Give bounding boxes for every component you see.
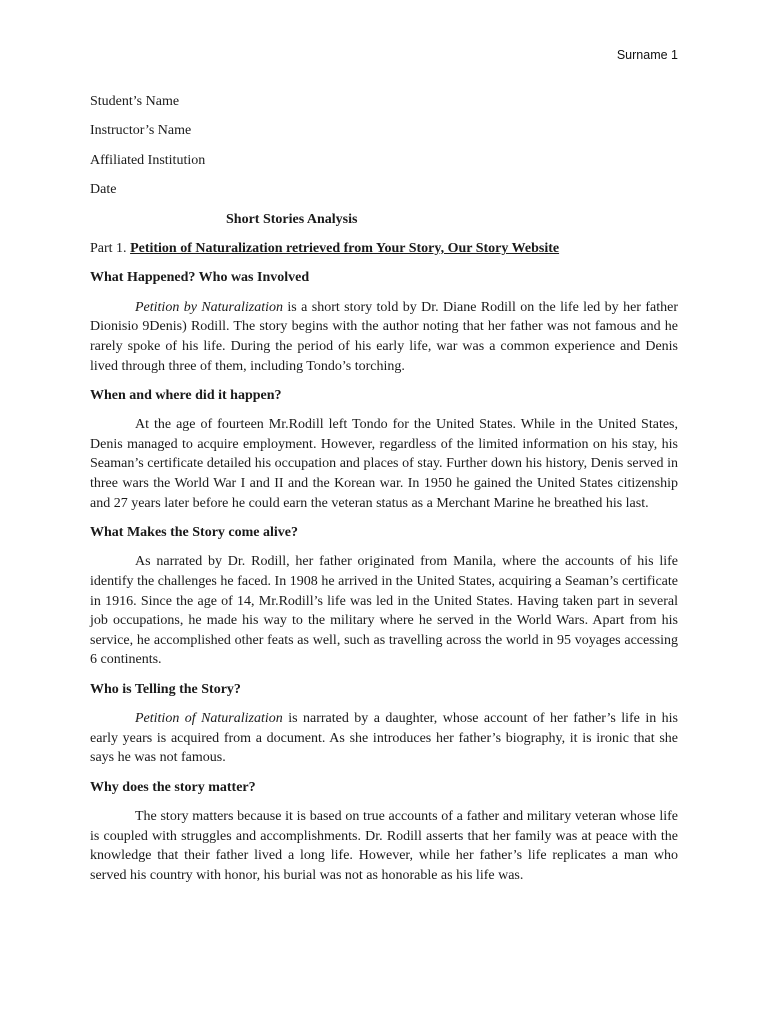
section-paragraph	[90, 298, 678, 376]
section-heading: What Makes the Story come alive?	[90, 525, 299, 541]
instructor-name: Instructor’s Name	[90, 123, 192, 139]
section-paragraph	[90, 807, 678, 885]
paragraph-text: As narrated by Dr. Rodill, her father originated from Manila, where the accounts of his life identify the challenges he faced. In 1908 he arrived in the United States, acquiring a Seaman’s certificate in 1916. Since the age of 14, Mr.Rodill’s life was led in the United States. Having taken part in several job occupations, he made his way to the military where he served in the World Wars. Apart from his service, he accomplished other feats as well, such as travelling across the world in 95 voyages accessing 6 continents.	[90, 554, 678, 668]
section-paragraph	[90, 415, 678, 513]
date-line: Date	[90, 182, 117, 198]
section-heading: Who is Telling the Story?	[90, 681, 241, 697]
document-body	[90, 92, 678, 895]
section-paragraph	[90, 552, 678, 670]
section-heading: When and where did it happen?	[90, 387, 282, 403]
part-prefix: Part 1.	[90, 240, 131, 256]
paragraph-text: is narrated by a daughter, whose account of her father’s life in his early years is acquired from a document. As she introduces her father’s biography, it is ironic that she says he was not famous.	[90, 711, 678, 766]
source-link[interactable]: Petition of Naturalization retrieved from Your Story, Our Story Website	[130, 240, 560, 256]
document-title: Short Stories Analysis	[226, 211, 358, 227]
section-paragraph	[90, 709, 678, 768]
institution-name: Affiliated Institution	[90, 152, 206, 168]
paragraph-text: is a short story told by Dr. Diane Rodill on the life led by her father Dionisio 9Denis) Rodill. The story begins with the author noting that her father was not famous and he rarely spoke of his life. During the period of his early life, war was a common experience and Denis lived through three of them, including Tondo’s torching.	[90, 299, 678, 374]
paragraph-text: At the age of fourteen Mr.Rodill left Tondo for the United States. While in the United States, Denis managed to acquire employment. However, regardless of the limited information on his stay, his Seaman’s certificate detailed his occupation and places of stay. Further down his history, Denis served in three wars the World War I and II and the Korean war. In 1950 he gained the United States citizenship and 27 years later before he could earn the veteran status as a Merchant Marine he breathed his last.	[90, 417, 678, 511]
part-line	[90, 239, 678, 259]
section-heading: Why does the story matter?	[90, 779, 256, 795]
running-head: Surname 1	[616, 48, 678, 62]
italic-title: Petition by Naturalization	[135, 299, 284, 315]
section-heading: What Happened? Who was Involved	[90, 270, 310, 286]
student-name: Student’s Name	[90, 94, 180, 109]
paragraph-text: The story matters because it is based on true accounts of a father and military veteran whose life is coupled with struggles and accomplishments. Dr. Rodill asserts that her family was at peace with the knowledge that their father lived a long life. However, while her father’s life replicates a man who served his country with honor, his burial was not as honorable as his life was.	[90, 809, 678, 883]
italic-title: Petition of Naturalization	[135, 711, 283, 727]
